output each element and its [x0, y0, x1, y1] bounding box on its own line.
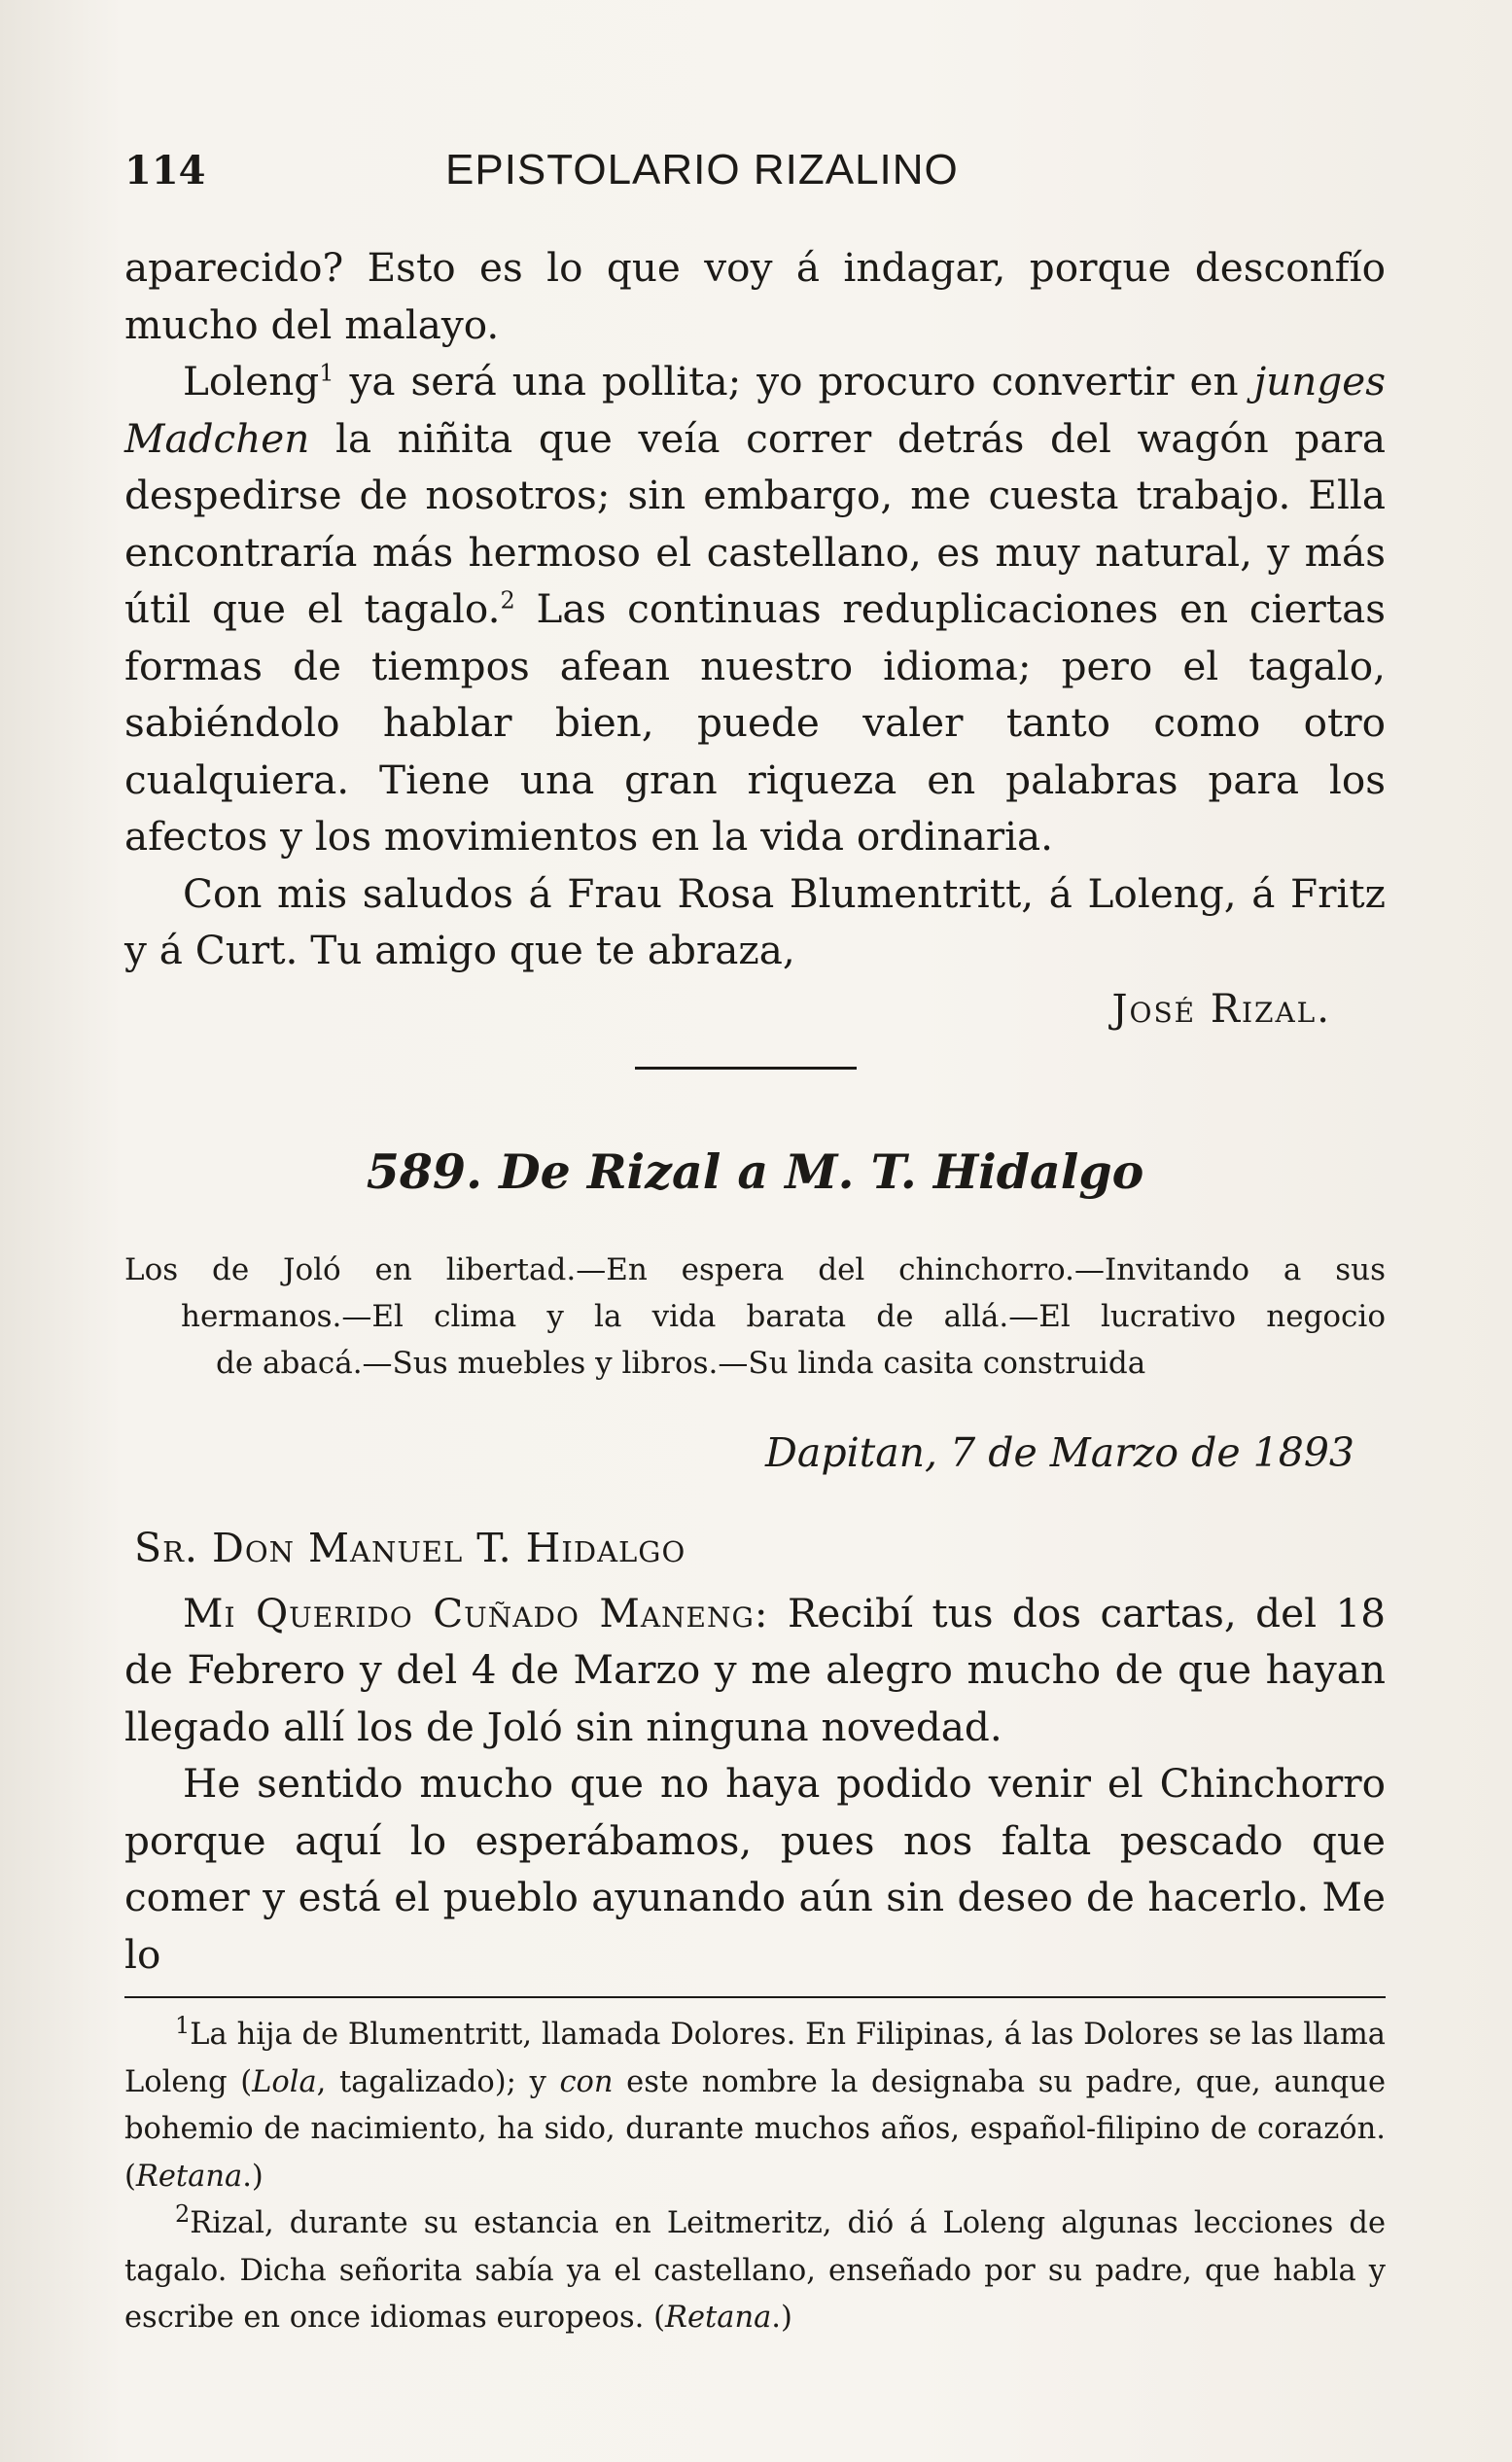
text-run: .): [771, 2301, 792, 2335]
paragraph: Con mis saludos á Frau Rosa Blumentritt, á Loleng, á Fritz y á Curt. Tu amigo que te abraza,: [124, 869, 1386, 973]
letter-body: [124, 1585, 1386, 1984]
summary-line: de abacá.—Sus muebles y libros.—Su linda casita construida: [216, 1345, 1146, 1381]
text-run: , tagalizado); y: [316, 2064, 560, 2099]
italic-word: Retana: [664, 2301, 772, 2335]
running-title: EPISTOLARIO RIZALINO: [445, 146, 959, 193]
paragraph: [124, 353, 1386, 865]
text-run: Rizal, durante su estancia en Leitmeritz, dió á Loleng algunas lecciones de tagalo. Dicha señorita sabía ya el castellano, enseñado por su padre, que habla y escribe en once idiomas europeos. (: [124, 2206, 1386, 2335]
text-run: este nombre la designaba su padre, que, aunque bohemio de nacimiento, ha sido, durante muchos años, español-filipino de corazón. (: [124, 2064, 1386, 2194]
text-run: Recibí tus dos cartas, del 18 de Febrero y del 4 de Marzo y me alegro mucho de que hayan llegado allí los de Joló sin ninguna novedad.: [124, 1589, 1386, 1750]
summary-line: hermanos.—El clima y la vida barata de allá.—El lucrativo negocio: [181, 1298, 1386, 1334]
signature: José Rizal.: [1111, 986, 1331, 1032]
footnotes: [124, 2012, 1386, 2342]
page-number: 114: [124, 148, 206, 193]
summary-line: Los de Joló en libertad.—En espera del chinchorro.—Invitando a sus: [124, 1251, 1386, 1287]
section-divider: [635, 1067, 857, 1070]
letter-summary: [124, 1247, 1386, 1387]
paragraph: [124, 1585, 1386, 1756]
text-run: .): [242, 2159, 264, 2194]
previous-letter-ending: [124, 239, 1386, 1032]
text-run: Las continuas reduplicaciones en ciertas formas de tiempos afean nuestro idioma; pero el tagalo, sabiéndolo hablar bien, puede valer tanto como otro cualquiera. Tiene una gran riqueza en palabras para los afectos y los movimientos en la vida ordinaria.: [124, 585, 1386, 860]
dateline: Dapitan, 7 de Marzo de 1893: [765, 1428, 1354, 1476]
letter-heading: 589. De Rizal a M. T. Hidalgo: [366, 1143, 1144, 1200]
text-run: la niñita que veía correr detrás del wagón para despedirse de nosotros; sin embargo, me cuesta trabajo. Ella encontraría más hermoso el castellano, es muy natural, y más útil que el tagalo.: [124, 414, 1386, 632]
paragraph: aparecido? Esto es lo que voy á indagar, porque desconfío mucho del malayo.: [124, 244, 1386, 348]
footnote-ref: 2: [500, 586, 515, 615]
footnote: [124, 2012, 1386, 2200]
footnote: [124, 2200, 1386, 2342]
italic-word: con: [559, 2064, 614, 2099]
text-run: Loleng: [183, 358, 320, 404]
paragraph: He sentido mucho que no haya podido venir el Chinchorro porque aquí lo esperábamos, pues nos falta pescado que comer y está el pueblo ayunando aún sin deseo de hacerlo. Me lo: [124, 1760, 1386, 1978]
footnote-ref: 1: [319, 359, 334, 387]
addressee: Sr. Don Manuel T. Hidalgo: [134, 1524, 686, 1571]
text-run: La hija de Blumentritt, llamada Dolores. En Filipinas, á las Dolores se las llama Loleng (: [124, 2018, 1386, 2099]
footnote-mark: 2: [175, 2199, 191, 2228]
greeting: Mi Querido Cuñado Maneng:: [183, 1589, 769, 1636]
page-header: [124, 146, 1386, 214]
text-run: ya será una pollita; yo procuro convertir en: [334, 358, 1254, 404]
footnote-rule: [124, 1996, 1386, 1998]
italic-word: Retana: [135, 2159, 243, 2194]
italic-phrase: junges Madchen: [124, 358, 1386, 462]
footnote-mark: 1: [175, 2011, 191, 2039]
italic-word: Lola: [252, 2064, 317, 2099]
